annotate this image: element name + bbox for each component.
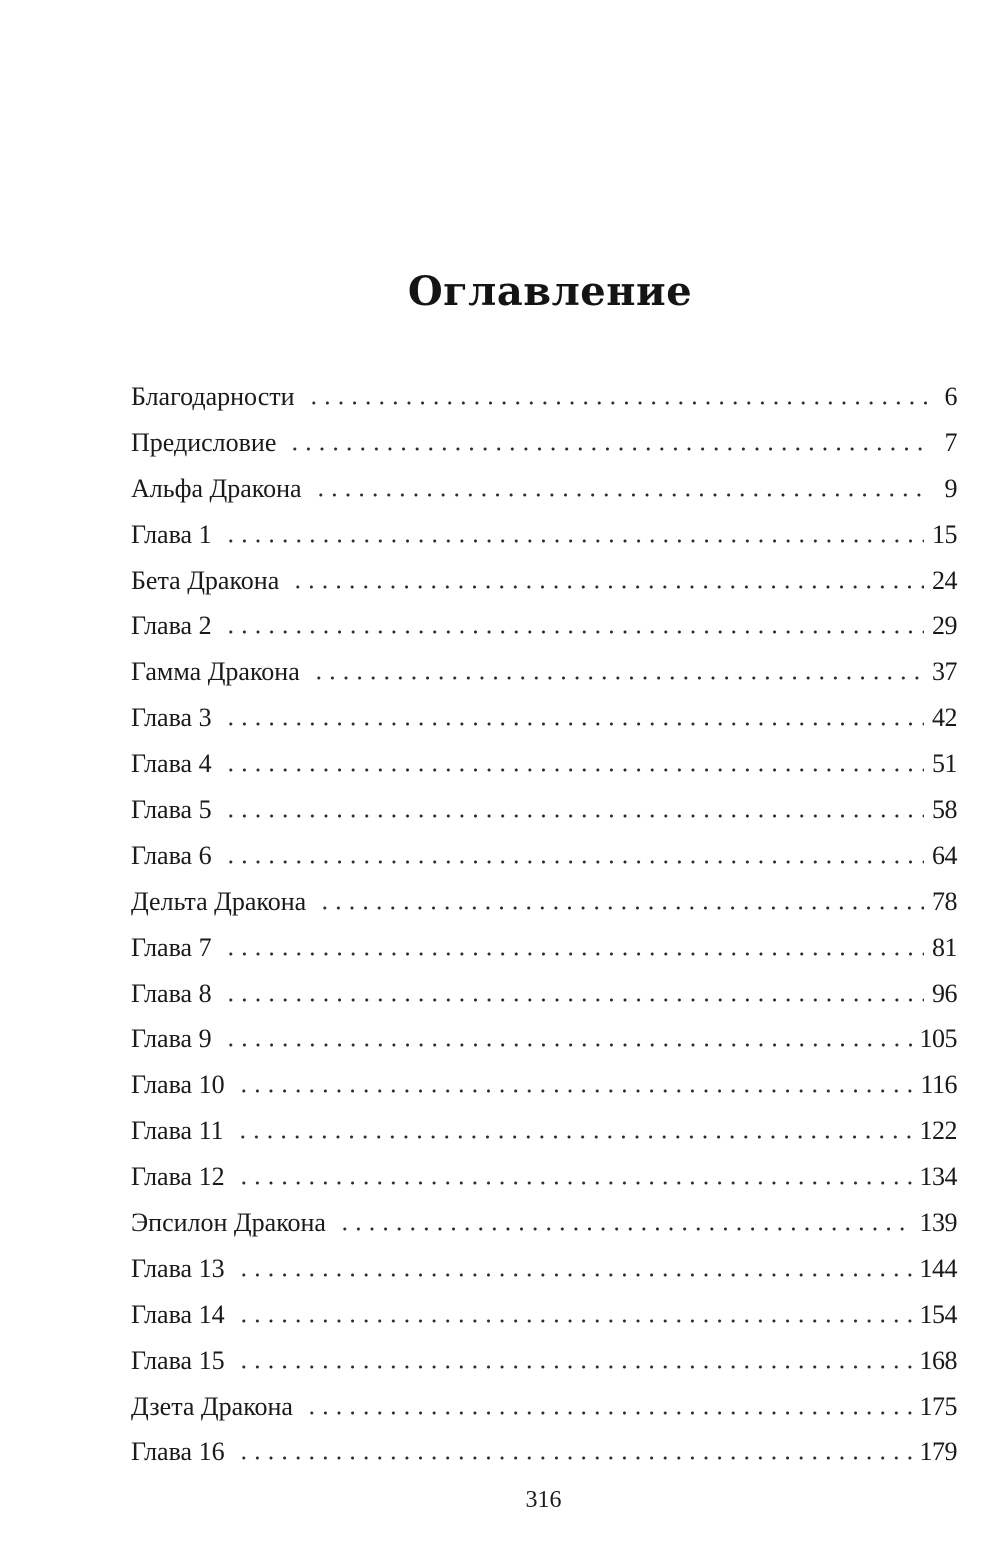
page-number: 316 [525, 1487, 562, 1513]
dot-leader [224, 768, 924, 772]
toc-entry-page: 7 [944, 427, 957, 457]
toc-entry [131, 1292, 957, 1338]
dot-leader [305, 1411, 912, 1415]
dot-leader [224, 952, 924, 956]
toc-entry-page: 168 [919, 1345, 957, 1375]
dot-leader [224, 630, 924, 634]
toc-entry [131, 374, 957, 420]
toc-entry-page: 175 [919, 1391, 957, 1421]
toc-entry [131, 558, 957, 604]
dot-leader [237, 1181, 912, 1185]
dot-leader [237, 1456, 912, 1460]
toc-entry-page: 179 [919, 1437, 957, 1467]
toc-entry-page: 15 [932, 519, 957, 549]
toc-entry-label: Глава 12 [131, 1162, 225, 1192]
toc-entry-page: 6 [944, 382, 957, 411]
dot-leader [237, 1365, 912, 1369]
toc-entry-label: Гамма Дракона [131, 657, 300, 687]
toc-entry-label: Глава 4 [131, 749, 212, 779]
toc-entry-page: 9 [944, 473, 957, 503]
toc-entry-label: Глава 14 [131, 1299, 225, 1329]
dot-leader [237, 1273, 912, 1277]
dot-leader [224, 814, 924, 818]
dot-leader [224, 860, 924, 864]
dot-leader [312, 676, 924, 680]
dot-leader [224, 1043, 912, 1047]
toc-entry [131, 1246, 957, 1292]
toc-entry-page: 37 [932, 657, 957, 687]
toc-entry [131, 603, 957, 649]
toc-entry-page: 134 [919, 1162, 957, 1192]
toc-entry [131, 1200, 957, 1246]
toc-entry [131, 420, 957, 466]
toc-entry-page: 154 [919, 1299, 957, 1329]
toc-entry-label: Глава 10 [131, 1070, 225, 1100]
toc-entry-label: Глава 6 [131, 840, 212, 870]
toc-entry-page: 105 [919, 1024, 957, 1054]
toc-entry-page: 96 [932, 978, 957, 1008]
toc-entry [131, 1429, 957, 1475]
toc-entry-label: Эпсилон Дракона [131, 1208, 326, 1238]
toc-entry [131, 971, 957, 1017]
dot-leader [314, 493, 929, 497]
dot-leader [237, 1319, 912, 1323]
table-of-contents [131, 374, 957, 1475]
toc-entry-label: Глава 9 [131, 1024, 212, 1054]
toc-entry-label: Бета Дракона [131, 565, 280, 595]
dot-leader [224, 539, 924, 543]
toc-entry-page: 144 [919, 1253, 957, 1283]
toc-entry-page: 139 [919, 1208, 957, 1238]
dot-leader [224, 998, 924, 1002]
toc-entry-label: Дзета Дракона [131, 1391, 293, 1421]
toc-entry-label: Глава 11 [131, 1116, 224, 1146]
toc-entry [131, 1062, 957, 1108]
toc-entry-page: 42 [932, 703, 957, 733]
toc-entry-label: Глава 16 [131, 1437, 225, 1467]
toc-entry [131, 1384, 957, 1430]
toc-entry [131, 1016, 957, 1062]
toc-entry-label: Альфа Дракона [131, 473, 302, 503]
dot-leader [318, 906, 924, 910]
toc-entry-label: Глава 15 [131, 1345, 225, 1375]
toc-entry [131, 833, 957, 879]
dot-leader [288, 447, 929, 451]
dot-leader [236, 1135, 912, 1139]
dot-leader [224, 722, 924, 726]
toc-entry [131, 466, 957, 512]
toc-entry [131, 1154, 957, 1200]
toc-entry [131, 741, 957, 787]
toc-entry-label: Глава 2 [131, 611, 212, 641]
toc-entry [131, 925, 957, 971]
dot-leader [307, 401, 929, 405]
toc-entry-label: Благодарности [131, 382, 295, 411]
dot-leader [237, 1089, 913, 1093]
toc-entry [131, 512, 957, 558]
toc-entry-label: Глава 5 [131, 795, 212, 825]
toc-entry-page: 78 [932, 886, 957, 916]
toc-entry-label: Дельта Дракона [131, 886, 307, 916]
dot-leader [291, 585, 924, 589]
toc-entry-label: Предисловие [131, 427, 277, 457]
toc-entry-label: Глава 3 [131, 703, 212, 733]
toc-entry-label: Глава 13 [131, 1253, 225, 1283]
toc-entry-page: 58 [932, 795, 957, 825]
toc-entry-label: Глава 8 [131, 978, 212, 1008]
toc-entry [131, 879, 957, 925]
toc-entry-page: 51 [932, 749, 957, 779]
toc-entry-page: 116 [920, 1070, 957, 1100]
toc-entry-page: 122 [919, 1116, 957, 1146]
toc-entry [131, 1108, 957, 1154]
toc-entry [131, 649, 957, 695]
dot-leader [338, 1227, 912, 1231]
toc-entry-page: 24 [932, 565, 957, 595]
toc-entry-page: 29 [932, 611, 957, 641]
toc-entry-page: 64 [932, 840, 957, 870]
toc-entry [131, 1338, 957, 1384]
toc-entry-label: Глава 1 [131, 519, 212, 549]
toc-entry-page: 81 [932, 932, 957, 962]
page-title: Оглавление [407, 268, 693, 315]
toc-entry [131, 787, 957, 833]
toc-entry-label: Глава 7 [131, 932, 212, 962]
toc-entry [131, 695, 957, 741]
